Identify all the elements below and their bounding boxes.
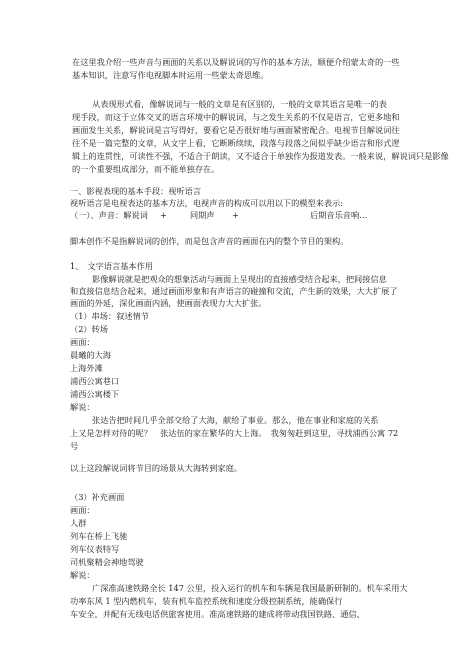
list-b-item: 画面： bbox=[70, 505, 95, 515]
list-b-item: 司机聚精会神地驾驶 bbox=[70, 557, 144, 567]
para2-line-6: 的一个重要组成部分，而不能单独存在。 bbox=[72, 164, 220, 174]
model-sync-sound: 同期声 bbox=[190, 210, 215, 220]
list-a-item: 解说： bbox=[70, 402, 95, 412]
summary-line: 以上这段解说词将节目的场景从大海转到家庭。 bbox=[70, 463, 242, 473]
sub1-para-line-3: 画面的外延，深化画面内涵，使画面表现力大大扩张。 bbox=[70, 298, 267, 308]
model-post-music: 后期音乐音响… bbox=[310, 210, 368, 220]
list-a-item: 晨曦的大海 bbox=[70, 350, 111, 360]
sub1-para-line-1: 影像解说就是把观众的想象活动与画面上呈现出的直接感受结合起来，把间接信息 bbox=[92, 274, 387, 284]
quote2-line-2: 功率东风 1 型内燃机车，装有机车监控系统和速度分级控制系统，能确保行 bbox=[70, 596, 343, 606]
intro-line-1: 在这里我介绍一些声音与画面的关系以及解说词的写作的基本方法，顺便介绍蒙太奇的一些 bbox=[72, 57, 400, 67]
model-plus-1: + bbox=[160, 210, 167, 220]
quote2-line-3: 车安全，并配有无线电话供旅客使用。准高速铁路的建成将带动我国铁路、通信、 bbox=[70, 609, 365, 619]
list-b-item: 解说： bbox=[70, 570, 95, 580]
list-a-item: 画面： bbox=[70, 337, 95, 347]
list-a-item: （2）转场 bbox=[70, 324, 108, 334]
list-a-item: 浦西公寓巷口 bbox=[70, 376, 120, 386]
list-a-item: 浦西公寓楼下 bbox=[70, 389, 120, 399]
list-b-item: 人群 bbox=[70, 518, 87, 528]
para2-line-3: 画面发生关系，解说词是言写得好，要看它是否很好地与画面紧密配合。电视节目解说词往 bbox=[72, 125, 400, 135]
para2-line-2: 现手段，而这于立体交叉的语言环境中的解说词，与之发生关系的不仅是语言，它更多地和 bbox=[72, 112, 400, 122]
note-line: 脚本创作不是指解说词的创作，而是包含声音的画面在内的整个节目的架构。 bbox=[70, 236, 349, 246]
model-plus-2: + bbox=[232, 210, 239, 220]
para2-line-5: 辑上的连贯性，可读性不强，不适合于朗读，又不适合于单独作为报道发表。一般来说，解说词只是影像 bbox=[72, 151, 449, 161]
list-a-item: 上海外滩 bbox=[70, 363, 103, 373]
para2-line-1: 从表现形式看，像解说词与一般的文章是有区别的，一般的文章其语言是唯一的表 bbox=[92, 99, 387, 109]
list-a-item: （1）串场：叙述情节 bbox=[70, 311, 149, 321]
sub1-para-line-2: 和直接信息结合起来，通过画面形象和有声语言的碰撞和交流，产生新的效果，大大扩展了 bbox=[70, 286, 398, 296]
model-narration: （一）、声音：解说词 bbox=[70, 210, 148, 220]
quote2-line-1: 广深准高速铁路全长 147 公里，投入运行的机车和车辆是我国最新研制的。机车采用大 bbox=[92, 583, 408, 593]
para2-line-4: 往不是一篇完整的文章，从文字上看，它断断续续，段落与段落之间似乎缺少语言和形式逻 bbox=[72, 138, 400, 148]
section1-line: 视听语言是电视表达的基本方法，电视声音的构成可以用以下的模型来表示: bbox=[70, 198, 343, 208]
section1-title: 一、影视表现的基本手段：视听语言 bbox=[70, 186, 202, 196]
list-b-item: 列车在桥上飞驰 bbox=[70, 531, 128, 541]
list-b-item: （3）补充画面 bbox=[70, 492, 125, 502]
quote1-line-2: 上又是怎样对待的呢？ 张达伍的家在繁华的大上海。 我匆匆赶到这里，寻找浦西公寓 72 bbox=[70, 428, 399, 438]
list-b-item: 列车仪表特写 bbox=[70, 544, 120, 554]
intro-line-2: 基本知识，注意写作电视脚本时运用一些蒙太奇思维。 bbox=[72, 70, 269, 80]
quote1-line-3: 号 bbox=[70, 441, 79, 451]
sub1-title: 1、 文字语言基本作用 bbox=[70, 261, 153, 271]
quote1-line-1: 张达告把时间几乎全部交给了大海，献给了事业。那么，他在事业和家庭的关系 bbox=[92, 415, 379, 425]
